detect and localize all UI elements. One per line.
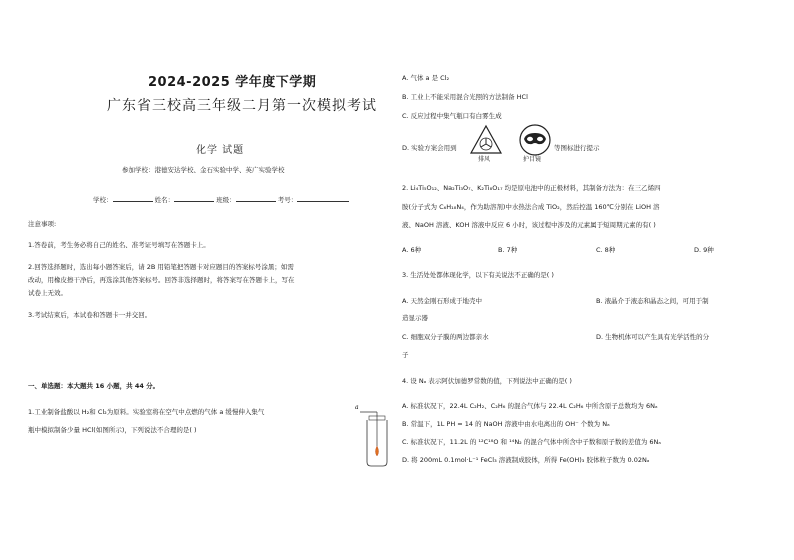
q1-stem-line-2: 瓶中模拟制备少量 HCl(如图所示)，下列说法不合理的是( )	[28, 426, 197, 434]
examno-label: 考号：	[277, 196, 298, 204]
q3-option-d-line-1: D. 生物机体可以产生具有光学活性的分	[596, 333, 710, 341]
exam-year-title: 2024-2025 学年度下学期	[148, 75, 317, 90]
q3-option-b-line-2: 造显示器	[402, 314, 428, 322]
school-label: 学校：	[93, 196, 113, 204]
q4-stem: 4. 设 Nₐ 表示阿伏加德罗常数的值，下列说法中正确的是( )	[402, 377, 572, 385]
q2-stem-line-1: 2. Li₄Ti₅O₁₂、Na₂Ti₃O₇、K₂Ti₈O₁₇ 均是原电池中的正极材料，其制备方法为：在三乙烯四	[402, 184, 661, 192]
q2-option-b: B. 7种	[498, 246, 518, 254]
section-heading: 一、单选题：本大题共 16 小题，共 44 分。	[28, 382, 160, 390]
participating-schools: 参加学校：港德安达学校、金石实验中学、英广实验学校	[122, 166, 285, 174]
q1-option-d-suffix: 等图标进行提示	[554, 144, 600, 152]
exhaust-fan-label: 排风	[478, 156, 491, 163]
q3-stem: 3. 生活处处都体现化学，以下有关说法不正确的是( )	[402, 271, 554, 279]
goggles-icon	[518, 124, 552, 156]
q2-stem-line-3: 液、NaOH 溶液、KOH 溶液中反应 6 小时，该过程中涉及的元素属于短周期元素的有( )	[402, 221, 656, 229]
q4-option-c: C. 标准状况下，11.2L 的 ¹²C¹⁸O 和 ¹⁴N₂ 的混合气体中所含中子数和原子数的差值为 6Nₐ	[402, 438, 661, 446]
notice-2-line-2: 改动，用橡皮擦干净后，再选涂其他答案标号。回答非选择题时，将答案写在答题卡上，写在	[28, 276, 295, 284]
q1-stem-line-1: 1.工业制备盐酸以 H₂和 Cl₂为原料。实验室将在空气中点燃的气体 a 缓慢伸入集气	[28, 408, 265, 416]
notice-1: 1.答卷前，考生务必将自己的姓名、准考证号填写在答题卡上。	[28, 241, 210, 249]
examno-blank[interactable]	[297, 194, 349, 202]
exhaust-fan-icon	[470, 125, 502, 155]
q1-option-a: A. 气体 a 是 Cl₂	[402, 74, 450, 82]
q2-option-c: C. 8种	[596, 246, 616, 254]
q2-option-a: A. 6种	[402, 246, 422, 254]
goggles-label: 护目镜	[523, 156, 542, 163]
class-label: 班级：	[216, 196, 236, 204]
school-blank[interactable]	[113, 194, 153, 202]
notice-2-line-3: 试卷上无效。	[28, 289, 67, 297]
class-blank[interactable]	[236, 194, 276, 202]
q4-option-b: B. 常温下，1L PH = 14 的 NaOH 溶液中由水电离出的 OH⁻ 个数为 Nₐ	[402, 420, 610, 428]
gas-a-label: a	[355, 404, 359, 411]
q4-option-a: A. 标准状况下，22.4L C₂H₂、C₂H₆ 的混合气体与 22.4L C₂H₆ 中所含原子总数均为 6Nₐ	[402, 402, 658, 410]
notice-heading: 注意事项:	[28, 220, 57, 228]
name-label: 姓名：	[154, 196, 175, 204]
gas-jar-figure	[355, 400, 395, 475]
q3-option-c: C. 细胞双分子膜的两边都亲水	[402, 333, 489, 341]
name-blank[interactable]	[174, 194, 214, 202]
exam-main-title: 广东省三校高三年级二月第一次模拟考试	[107, 98, 377, 114]
q1-option-b: B. 工业上不能采用混合光照的方法制备 HCl	[402, 93, 528, 101]
q3-option-d-line-2: 子	[402, 351, 409, 359]
notice-3: 3.考试结束后，本试卷和答题卡一并交回。	[28, 311, 152, 319]
q1-option-c: C. 反应过程中集气瓶口有白雾生成	[402, 112, 502, 120]
q1-option-d-prefix: D. 实验方案会用到	[402, 144, 457, 152]
student-info-fields	[93, 194, 349, 205]
notice-2-line-1: 2.回答选择题时，选出每小题答案后，请 2B 用铅笔把答题卡对应题目的答案标号涂黑；如需	[28, 263, 294, 271]
q3-option-a: A. 天然金刚石形成于地壳中	[402, 297, 482, 305]
subject-title: 化学 试题	[196, 145, 245, 156]
q2-stem-line-2: 胺(分子式为 C₆H₁₈N₄，作为助溶剂)中水热法合成 TiO₂，然后控温 160℃分别在 LiOH 溶	[402, 203, 660, 211]
q2-option-d: D. 9种	[694, 246, 714, 254]
q4-option-d: D. 将 200mL 0.1mol·L⁻¹ FeCl₃ 溶液制成胶体，所得 Fe(OH)₃ 胶体粒子数为 0.02Nₐ	[402, 456, 650, 464]
q3-option-b-line-1: B. 液晶介于液态和晶态之间，可用于制	[596, 297, 709, 305]
